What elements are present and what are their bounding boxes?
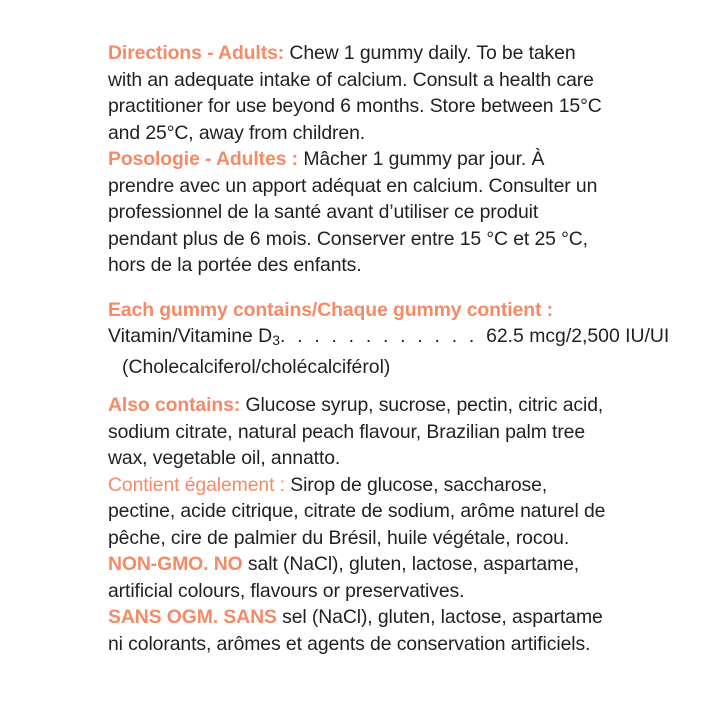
nutrient-subscript: 3 [272, 332, 280, 349]
directions-french-body: Mâcher 1 gummy par jour. À prendre avec un apport adéquat en calcium. Consulter un professionnel de la santé avant d’utiliser ce produit pendant plus de 6 mois. Conserver entre 15 °C et 25 °C, hors de la portée des enfants. [108, 148, 598, 276]
directions-english-block [108, 40, 612, 146]
nutrient-name: Vitamin/Vitamine D [108, 325, 273, 347]
also-contains-french-body: Sirop de glucose, saccharose, pectine, acide citrique, citrate de sodium, arôme naturel de pêche, cire de palmier du Brésil, huile végétale, rocou. [108, 473, 606, 549]
also-contains-english-block [108, 392, 612, 472]
free-from-french-body: sel (NaCl), gluten, lactose, aspartame ni colorants, arômes et agents de conservation artificiels. [108, 606, 603, 655]
also-contains-french-paragraph [108, 472, 612, 552]
spacer-after-directions [108, 279, 612, 297]
free-from-english-body: salt (NaCl), gluten, lactose, aspartame, artificial colours, flavours or preservatives. [108, 553, 580, 602]
free-from-english-heading: NON-GMO. NO [108, 553, 243, 576]
free-from-english-block [108, 551, 612, 604]
nutrient-row [108, 323, 670, 354]
spacer-after-contents [108, 380, 612, 392]
contents-heading: Each gummy contains/Chaque gummy contient : [108, 298, 553, 321]
directions-english-paragraph [108, 40, 612, 146]
also-contains-english-paragraph [108, 392, 612, 472]
free-from-french-block [108, 604, 612, 657]
directions-french-paragraph [108, 146, 612, 279]
directions-french-heading: Posologie - Adultes : [108, 148, 299, 170]
contents-block [108, 297, 670, 381]
also-contains-french-block [108, 472, 612, 552]
nutrient-amount: 62.5 mcg/2,500 IU/UI [486, 325, 670, 347]
also-contains-english-body: Glucose syrup, sucrose, pectin, citric acid, sodium citrate, natural peach flavour, Brazilian palm tree wax, vegetable oil, annatto. [108, 394, 604, 470]
leader-dots: . . . . . . . . . . . . [279, 325, 487, 347]
nutrient-source: (Cholecalciferol/cholécalciférol) [122, 355, 391, 378]
also-contains-french-heading: Contient également : [108, 473, 285, 496]
directions-english-heading: Directions - Adults: [108, 42, 285, 64]
directions-english-body: Chew 1 gummy daily. To be taken with an adequate intake of calcium. Consult a health care practitioner for use beyond 6 months. Store between 15°C and 25°C, away from children. [108, 42, 602, 144]
also-contains-english-heading: Also contains: [108, 394, 241, 417]
contents-heading-paragraph [108, 297, 612, 324]
directions-french-block [108, 146, 612, 279]
free-from-french-heading: SANS OGM. SANS [108, 606, 277, 629]
free-from-french-paragraph [108, 604, 612, 657]
free-from-english-paragraph [108, 551, 612, 604]
